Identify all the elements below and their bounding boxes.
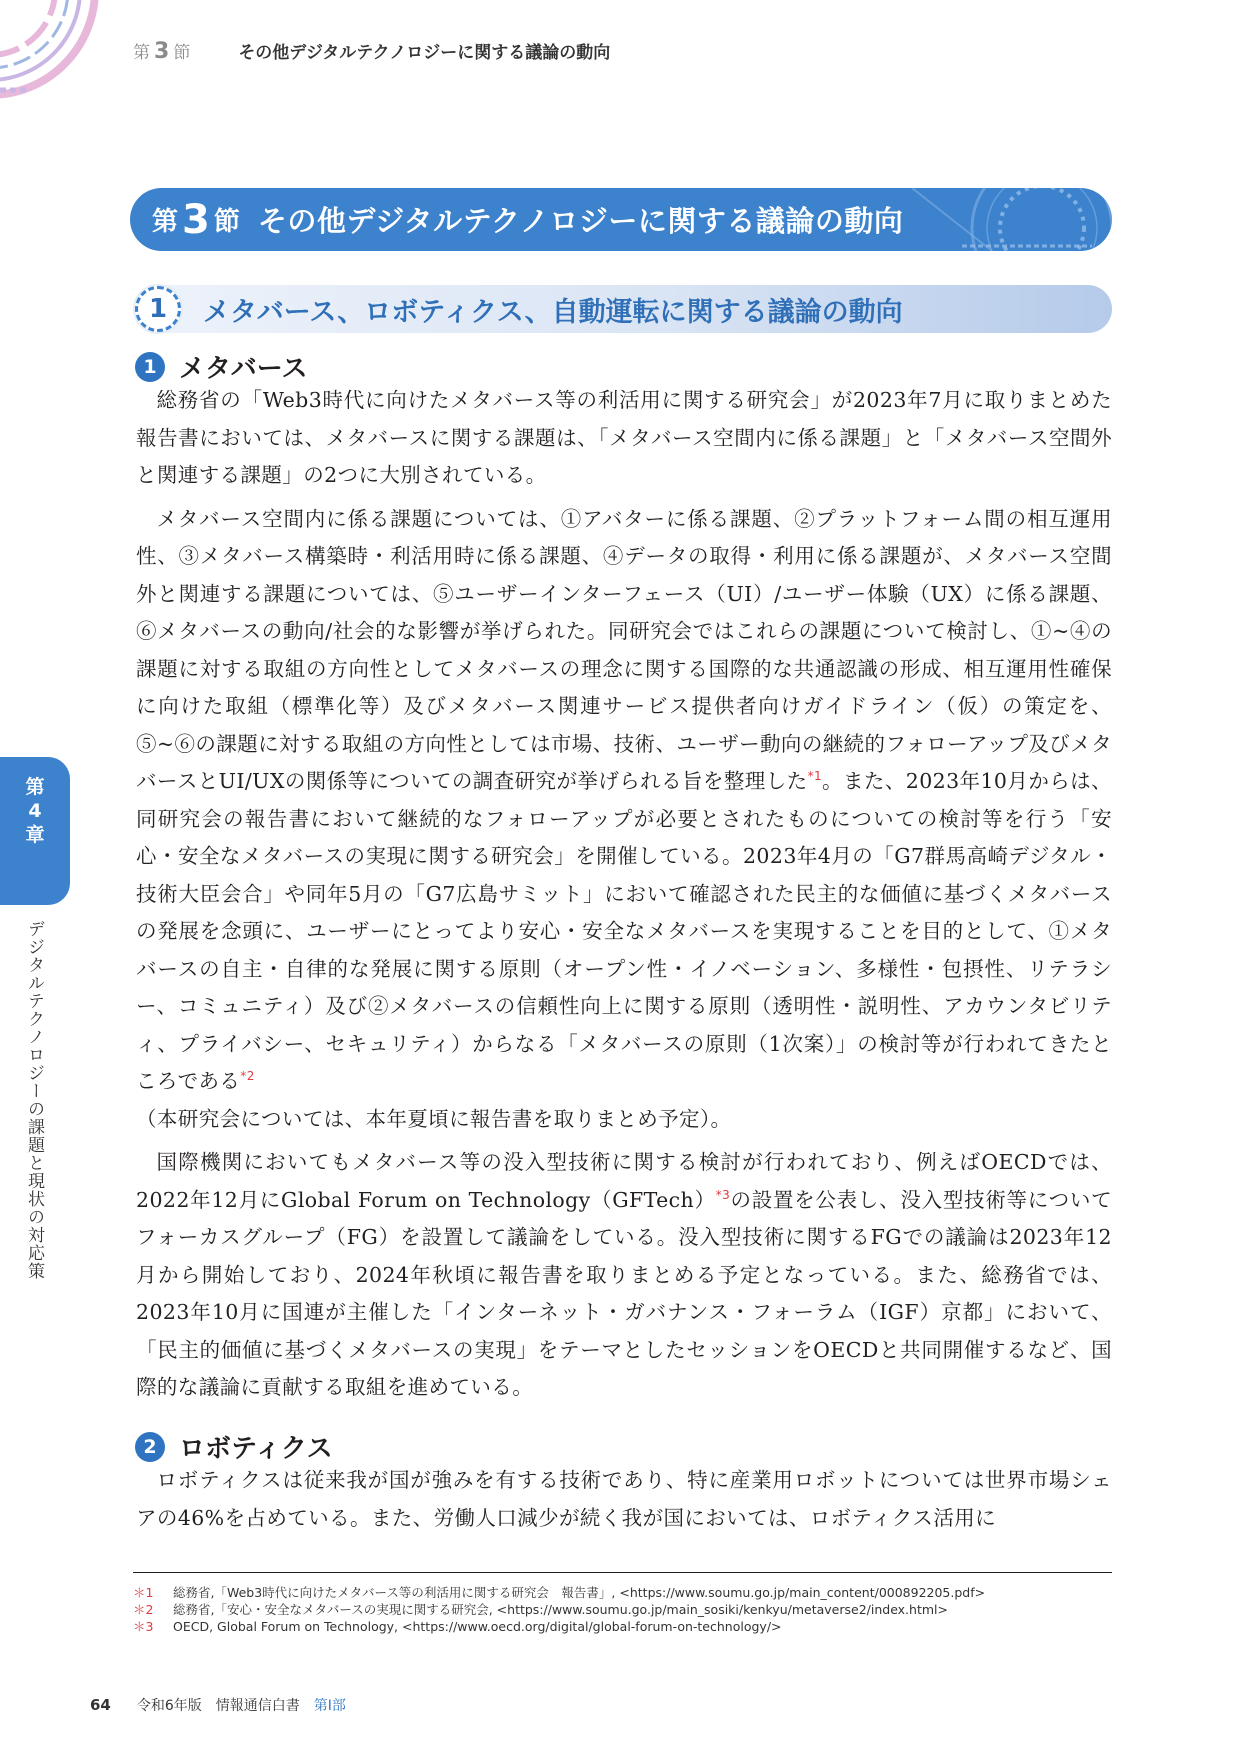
paragraph-text: の設置を公表し、没入型技術等についてフォーカスグループ（FG）を設置して議論をしている。没入型技術に関するFGでの議論は2023年12月から開始しており、2024年秋頃に報告書を取りまとめる予定となっている。また、総務省では、2023年10月に国連が主催した「インターネット・ガバナンス・フォーラム（IGF）京都」において、「民主的価値に基づくメタバースの実現」をテーマとしたセッションをOECDと共同開催するなど、国際的な議論に貢献する取組を進めている。 xyxy=(136,1187,1112,1399)
heading-title: メタバース xyxy=(179,354,308,384)
footnote-text: OECD, Global Forum on Technology, <https://www.oecd.org/digital/global-forum-on-technology/> xyxy=(173,1619,782,1634)
subsection-bar xyxy=(135,285,1112,333)
rh-number: 3 xyxy=(154,39,170,64)
paragraph xyxy=(136,1462,1112,1537)
footnote-ref[interactable]: *2 xyxy=(240,1069,255,1084)
chapter-tab-line: 章 xyxy=(25,824,45,846)
footnote-text: 総務省,「Web3時代に向けたメタバース等の利活用に関する研究会 報告書」, <https://www.soumu.go.jp/main_content/000892205.pdf> xyxy=(173,1585,986,1600)
footnote-ref[interactable]: *3 xyxy=(715,1187,731,1202)
number-circle-icon: 2 xyxy=(135,1432,165,1462)
robotics-body xyxy=(136,1462,1112,1537)
chapter-tab[interactable] xyxy=(0,757,70,905)
footnote-divider xyxy=(133,1572,1112,1573)
banner-suffix: 節 xyxy=(213,207,240,237)
metaverse-body xyxy=(136,382,1112,1407)
footnote-mark: ＊3 xyxy=(133,1619,154,1634)
paragraph-text: 国際機関においてもメタバース等の没入型技術に関する検討が行われており、例えばOECDでは、2022年12月にGlobal Forum on Technology（GFTech） xyxy=(136,1150,1112,1212)
footnote-mark: ＊2 xyxy=(133,1602,154,1617)
corner-decoration xyxy=(0,0,120,110)
section-banner xyxy=(130,188,1112,251)
running-header xyxy=(133,38,610,64)
page-footer xyxy=(90,1695,346,1715)
rh-suffix: 節 xyxy=(173,43,191,63)
page-number: 64 xyxy=(90,1696,111,1714)
rh-prefix: 第 xyxy=(133,43,150,63)
footnote-item xyxy=(133,1601,985,1618)
chapter-tab-line: 第 xyxy=(25,776,45,798)
banner-title: その他デジタルテクノロジーに関する議論の動向 xyxy=(257,204,904,238)
gear-number-badge-icon: 1 xyxy=(135,286,181,332)
paragraph-text: ロボティクスは従来我が国が強みを有する技術であり、特に産業用ロボットについては世界市場シェアの46%を占めている。また、労働人口減少が続く我が国においては、ロボティクス活用に xyxy=(136,1468,1112,1530)
paragraph-text: 。また、2023年10月からは、同研究会の報告書において継続的なフォローアップが必要とされたものについての検討等を行う「安心・安全なメタバースの実現に関する研究会」を開催している。2023年4月の「G7群馬高崎デジタル・技術大臣会合」や同年5月の「G7広島サミット」において確認された民主的な価値に基づくメタバースの発展を念頭に、ユーザーにとってより安心・安全なメタバースを実現することを目的として、①メタバースの自主・自律的な発展に関する原則（オープン性・イノベーション、多様性・包摂性、リテラシー、コミュニティ）及び②メタバースの信頼性向上に関する原則（透明性・説明性、アカウンタビリティ、プライバシー、セキュリティ）からなる「メタバースの原則（1次案）」の検討等が行われてきたところである xyxy=(136,769,1112,1093)
part-label: 第Ⅰ部 xyxy=(313,1698,346,1714)
subsection-title: メタバース、ロボティクス、自動運転に関する議論の動向 xyxy=(203,296,903,328)
number-circle-icon: 1 xyxy=(135,352,165,382)
banner-number: 3 xyxy=(182,196,210,243)
banner-prefix: 第 xyxy=(152,207,179,237)
chapter-side-title: デジタルテクノロジーの課題と現状の対応策 xyxy=(24,920,44,1280)
paragraph-text: メタバース空間内に係る課題については、①アバターに係る課題、②プラットフォーム間の相互運用性、③メタバース構築時・利活用時に係る課題、④データの取得・利用に係る課題が、メタバース空間外と関連する課題については、⑤ユーザーインターフェース（UI）/ユーザー体験（UX）に係る課題、⑥メタバースの動向/社会的な影響が挙げられた。同研究会ではこれらの課題について検討し、①~④の課題に対する取組の方向性としてメタバースの理念に関する国際的な共通認識の形成、相互運用性確保に向けた取組（標準化等）及びメタバース関連サービス提供者向けガイドライン（仮）の策定を、⑤~⑥の課題に対する取組の方向性としては市場、技術、ユーザー動向の継続的フォローアップ及びメタバースとUI/UXの関係等についての調査研究が挙げられる旨を整理した xyxy=(136,506,1112,793)
heading-metaverse xyxy=(135,348,307,385)
footnote-text: 総務省,「安心・安全なメタバースの実現に関する研究会, <https://www.soumu.go.jp/main_sosiki/kenkyu/metaverse2/index.html> xyxy=(173,1602,948,1617)
publication-title: 令和6年版 情報通信白書 xyxy=(136,1698,300,1714)
running-header-section xyxy=(133,38,190,64)
circuit-decoration-icon xyxy=(852,188,1112,251)
chapter-tab-number: 4 xyxy=(28,800,42,822)
footnotes xyxy=(133,1584,985,1635)
footnote-mark: ＊1 xyxy=(133,1585,154,1600)
footnote-ref[interactable]: *1 xyxy=(807,769,823,784)
paragraph xyxy=(136,382,1112,495)
paragraph xyxy=(136,1144,1112,1407)
heading-robotics xyxy=(135,1428,333,1465)
paragraph-text: （本研究会については、本年夏頃に報告書を取りまとめ予定）。 xyxy=(136,1106,732,1131)
footnote-item xyxy=(133,1618,985,1635)
paragraph xyxy=(136,501,1112,1139)
paragraph-text: 総務省の「Web3時代に向けたメタバース等の利活用に関する研究会」が2023年7月に取りまとめた報告書においては、メタバースに関する課題は、「メタバース空間内に係る課題」と「メタバース空間外と関連する課題」の2つに大別されている。 xyxy=(136,388,1112,487)
heading-title: ロボティクス xyxy=(179,1434,333,1464)
footnote-item xyxy=(133,1584,985,1601)
running-header-title: その他デジタルテクノロジーに関する議論の動向 xyxy=(238,43,611,63)
